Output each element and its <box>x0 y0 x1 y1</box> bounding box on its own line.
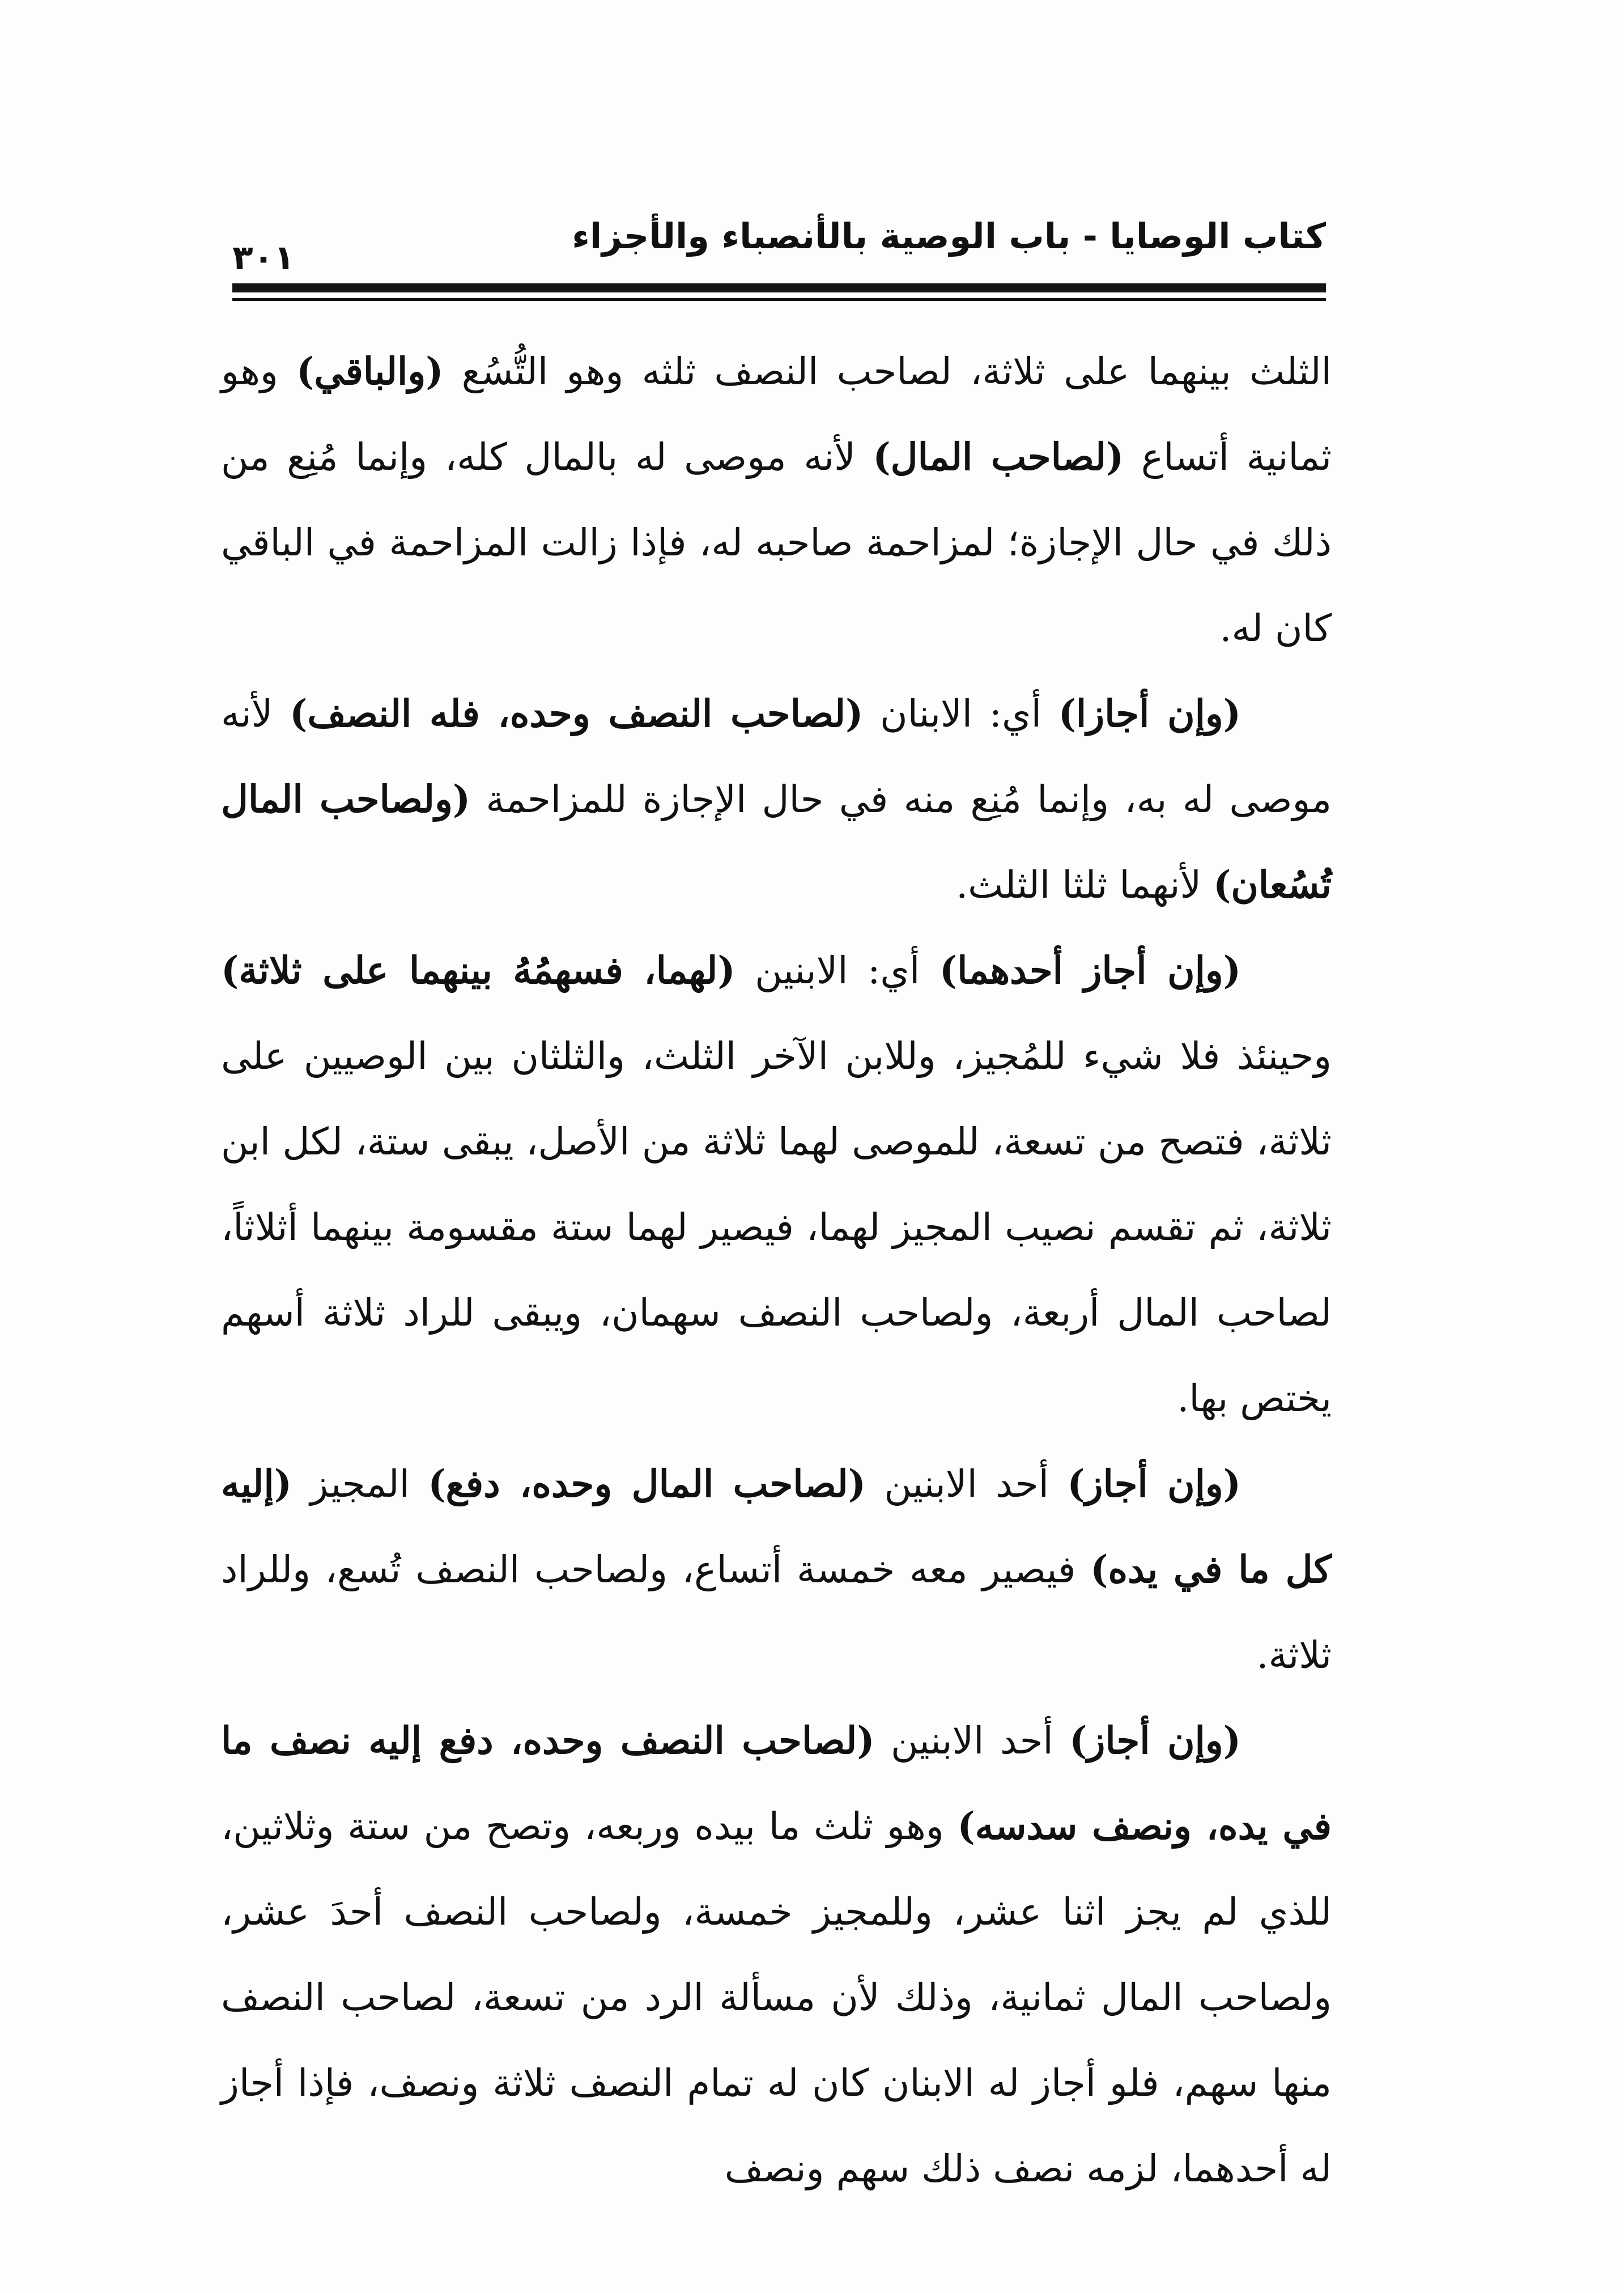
bold-text-run: (لصاحب النصف وحده، دفع إليه نصف ما في يده، ونصف سدسه) <box>221 1718 1332 1848</box>
bold-text-run: (وإن أجازا) <box>1058 691 1242 736</box>
bold-text-run: (إليه كل ما في يده) <box>221 1462 1332 1591</box>
header-rule-thin <box>232 298 1326 301</box>
bold-text-run: (لصاحب النصف وحده، فله النصف) <box>290 691 864 736</box>
page-number: ٣٠١ <box>232 238 295 278</box>
header-rule-thick <box>232 283 1326 292</box>
paragraph <box>221 671 1332 928</box>
text-run: لأنهما ثلثا الثلث. <box>956 863 1214 907</box>
text-run: أي: الابنان <box>863 692 1058 736</box>
paragraph <box>221 329 1332 671</box>
text-run: أي: الابنين <box>735 949 939 992</box>
text-run: فيصير معه خمسة أتساع، ولصاحب النصف تُسع، وللراد ثلاثة. <box>221 1548 1332 1677</box>
text-run: لأنه موصى له بالمال كله، وإنما مُنِع من ذلك في حال الإجازة؛ لمزاحمة صاحبه له، فإذا زالت المزاحمة في الباقي كان له. <box>221 435 1332 650</box>
bold-text-run: (لصاحب المال وحده، دفع) <box>428 1462 866 1506</box>
text-run: وهو ثمانية أتساع <box>221 350 1332 479</box>
bold-text-run: (لصاحب المال) <box>873 435 1124 479</box>
text-run: وهو ثلث ما بيده وربعه، وتصح من ستة وثلاثين، للذي لم يجز اثنا عشر، وللمجيز خمسة، ولصاحب النصف أحدَ عشر، ولصاحب المال ثمانية، وذلك لأن مسألة الرد من تسعة، لصاحب النصف منها سهم، فلو أجاز له الابنان كان له تمام النصف ثلاثة ونصف، فإذا أجاز له أحدهما، لزمه نصف ذلك سهم ونصف <box>221 1804 1332 2190</box>
chapter-title: كتاب الوصايا - باب الوصية بالأنصباء والأجزاء <box>572 215 1326 257</box>
bold-text-run: (وإن أجاز) <box>1069 1718 1241 1763</box>
paragraph <box>221 1698 1332 2211</box>
running-header <box>232 204 1326 278</box>
text-run: أحد الابنين <box>865 1462 1068 1506</box>
body-text <box>221 329 1332 2190</box>
text-run: الثلث بينهما على ثلاثة، لصاحب النصف ثلثه وهو التُّسُع <box>443 350 1332 393</box>
text-run: وحينئذ فلا شيء للمُجيز، وللابن الآخر الثلث، والثلثان بين الوصيين على ثلاثة، فتصح من تسعة، للموصى لهما ثلاثة من الأصل، يبقى ستة، لكل ابن ثلاثة، ثم تقسم نصيب المجيز لهما، فيصير لهما ستة مقسومة بينهما أثلاثاً، لصاحب المال أربعة، ولصاحب النصف سهمان، ويبقى للراد ثلاثة أسهم يختص بها. <box>221 1034 1332 1420</box>
paragraph <box>221 928 1332 1441</box>
bold-text-run: (ولصاحب المال تُسُعان) <box>221 777 1332 907</box>
text-run: لأنه موصى له به، وإنما مُنِع منه في حال الإجازة للمزاحمة <box>221 692 1332 821</box>
bold-text-run: (وإن أجاز) <box>1067 1462 1242 1506</box>
text-run: المجيز <box>291 1462 428 1506</box>
text-run: أحد الابنين <box>874 1719 1070 1763</box>
bold-text-run: (والباقي) <box>296 349 444 393</box>
bold-text-run: (وإن أجاز أحدهما) <box>939 948 1242 992</box>
bold-text-run: (لهما، فسهمُهُ بينهما على ثلاثة) <box>221 948 736 992</box>
paragraph <box>221 1441 1332 1698</box>
